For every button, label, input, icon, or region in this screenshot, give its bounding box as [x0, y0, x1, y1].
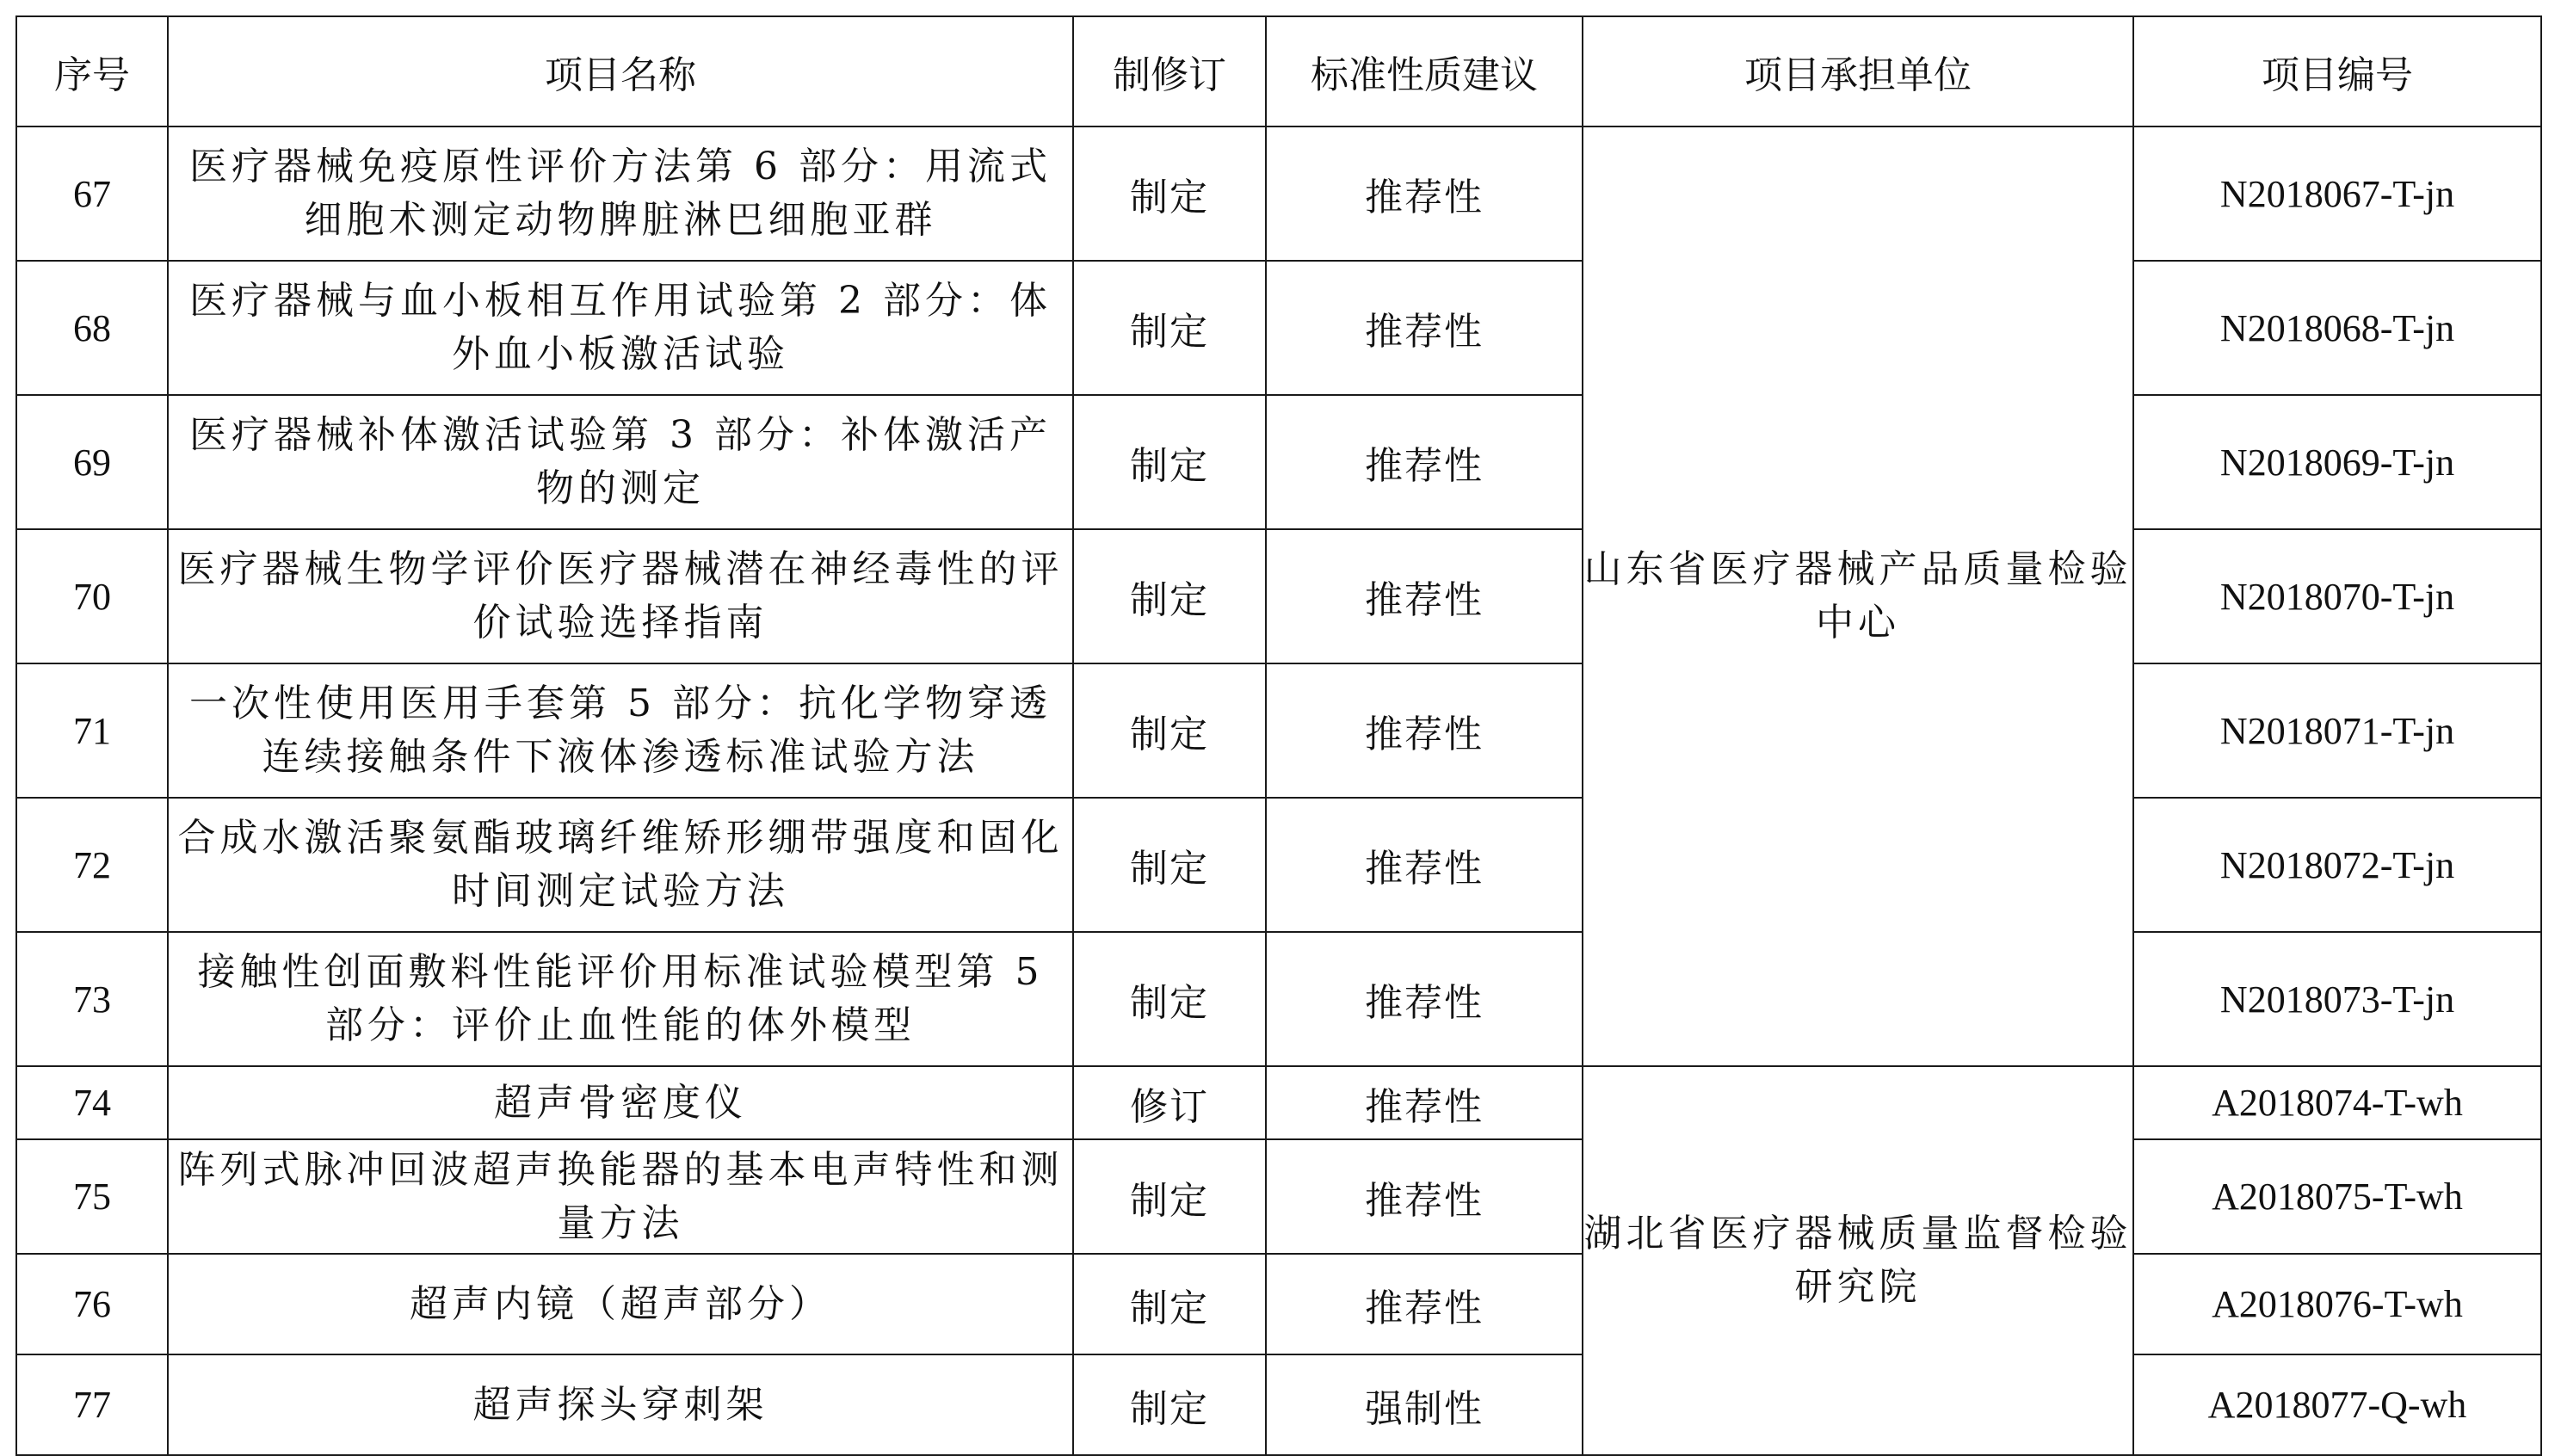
standards-project-table: [15, 15, 2542, 1456]
row-code: A2018076-T-wh: [2133, 1254, 2541, 1354]
row-code: N2018072-T-jn: [2133, 798, 2541, 932]
row-prop: 强制性: [1266, 1354, 1583, 1455]
row-prop: 推荐性: [1266, 529, 1583, 663]
row-no: 69: [16, 395, 168, 529]
row-no: 76: [16, 1254, 168, 1354]
row-kind: 制定: [1073, 1354, 1266, 1455]
row-kind: 修订: [1073, 1066, 1266, 1139]
row-kind: 制定: [1073, 395, 1266, 529]
header-code: 项目编号: [2133, 16, 2541, 126]
row-name: 接触性创面敷料性能评价用标准试验模型第 5 部分：评价止血性能的体外模型: [168, 932, 1073, 1066]
row-code: N2018073-T-jn: [2133, 932, 2541, 1066]
row-code: N2018067-T-jn: [2133, 126, 2541, 261]
table-row: [16, 798, 2541, 932]
row-prop: 推荐性: [1266, 1139, 1583, 1254]
table-row: [16, 126, 2541, 261]
row-kind: 制定: [1073, 1254, 1266, 1354]
row-prop: 推荐性: [1266, 932, 1583, 1066]
table-row: [16, 261, 2541, 395]
row-no: 75: [16, 1139, 168, 1254]
table-row: [16, 1139, 2541, 1254]
row-kind: 制定: [1073, 126, 1266, 261]
row-name: 医疗器械生物学评价医疗器械潜在神经毒性的评价试验选择指南: [168, 529, 1073, 663]
row-code: N2018070-T-jn: [2133, 529, 2541, 663]
row-name: 阵列式脉冲回波超声换能器的基本电声特性和测量方法: [168, 1139, 1073, 1254]
table-row: [16, 395, 2541, 529]
row-no: 67: [16, 126, 168, 261]
row-no: 70: [16, 529, 168, 663]
row-name: 超声内镜（超声部分）: [168, 1254, 1073, 1354]
row-name: 超声骨密度仪: [168, 1066, 1073, 1139]
header-no: 序号: [16, 16, 168, 126]
row-prop: 推荐性: [1266, 1066, 1583, 1139]
row-code: N2018069-T-jn: [2133, 395, 2541, 529]
table-row: [16, 932, 2541, 1066]
row-kind: 制定: [1073, 798, 1266, 932]
row-code: A2018075-T-wh: [2133, 1139, 2541, 1254]
row-prop: 推荐性: [1266, 395, 1583, 529]
row-code: A2018077-Q-wh: [2133, 1354, 2541, 1455]
row-no: 74: [16, 1066, 168, 1139]
table-row: [16, 529, 2541, 663]
row-kind: 制定: [1073, 663, 1266, 798]
row-prop: 推荐性: [1266, 126, 1583, 261]
unit-shandong: 山东省医疗器械产品质量检验中心: [1583, 126, 2133, 1066]
row-no: 72: [16, 798, 168, 932]
row-prop: 推荐性: [1266, 663, 1583, 798]
header-prop: 标准性质建议: [1266, 16, 1583, 126]
row-code: A2018074-T-wh: [2133, 1066, 2541, 1139]
row-name: 医疗器械免疫原性评价方法第 6 部分：用流式细胞术测定动物脾脏淋巴细胞亚群: [168, 126, 1073, 261]
table-row: [16, 1354, 2541, 1455]
table-row: [16, 663, 2541, 798]
row-prop: 推荐性: [1266, 1254, 1583, 1354]
row-name: 合成水激活聚氨酯玻璃纤维矫形绷带强度和固化时间测定试验方法: [168, 798, 1073, 932]
row-kind: 制定: [1073, 932, 1266, 1066]
row-name: 医疗器械与血小板相互作用试验第 2 部分：体外血小板激活试验: [168, 261, 1073, 395]
table-row: [16, 1254, 2541, 1354]
header-kind: 制修订: [1073, 16, 1266, 126]
unit-hubei: 湖北省医疗器械质量监督检验研究院: [1583, 1066, 2133, 1455]
row-code: N2018068-T-jn: [2133, 261, 2541, 395]
row-no: 77: [16, 1354, 168, 1455]
row-name: 医疗器械补体激活试验第 3 部分：补体激活产物的测定: [168, 395, 1073, 529]
row-code: N2018071-T-jn: [2133, 663, 2541, 798]
header-name: 项目名称: [168, 16, 1073, 126]
row-prop: 推荐性: [1266, 261, 1583, 395]
row-no: 73: [16, 932, 168, 1066]
row-name: 超声探头穿刺架: [168, 1354, 1073, 1455]
row-no: 68: [16, 261, 168, 395]
row-kind: 制定: [1073, 1139, 1266, 1254]
row-prop: 推荐性: [1266, 798, 1583, 932]
table-row: [16, 1066, 2541, 1139]
row-no: 71: [16, 663, 168, 798]
row-name: 一次性使用医用手套第 5 部分：抗化学物穿透连续接触条件下液体渗透标准试验方法: [168, 663, 1073, 798]
header-unit: 项目承担单位: [1583, 16, 2133, 126]
row-kind: 制定: [1073, 529, 1266, 663]
table-header-row: [16, 16, 2541, 126]
row-kind: 制定: [1073, 261, 1266, 395]
